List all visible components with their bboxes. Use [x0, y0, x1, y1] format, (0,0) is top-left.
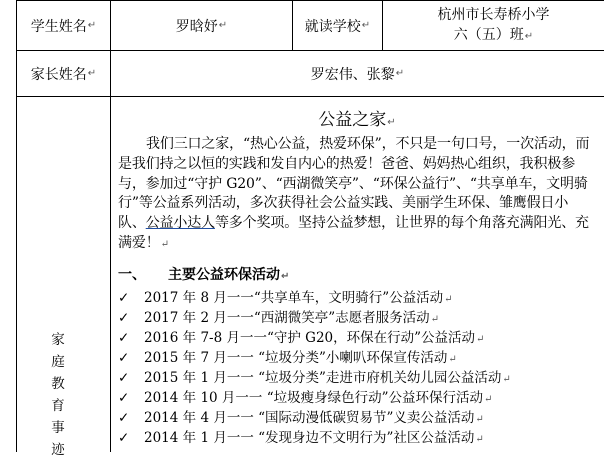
side-label-char: 教: [51, 376, 65, 392]
parent-name-value: 罗宏伟、张黎: [310, 66, 395, 83]
side-label-char: 家: [51, 332, 65, 348]
activity-text: 2015 年 1 月一一 “垃圾分类”走进市府机关幼儿园公益活动: [144, 370, 502, 386]
school-label-cell: [293, 1, 382, 50]
paragraph-mark-icon: ↵: [361, 20, 371, 31]
paragraph-mark-icon: ↵: [87, 68, 97, 79]
check-icon: ✓: [118, 370, 130, 386]
paragraph-mark-icon: ↵: [476, 334, 485, 345]
check-icon: ✓: [118, 350, 130, 366]
paragraph-mark-icon: ↵: [281, 271, 290, 282]
intro-text-a: 我们三口之家，“热心公益，热爱环保”，不只是一句口号，一次活动，而是我们持之以恒的实践和发自内心的热爱！爸爸、妈妈热心组织，我积极参与，参加过“守护 G20”、“西湖微笑亭”、“环保公益行”、“共享单车，文明骑行”等公益系列活动，多次获得社会公益实践、美丽学生环保、雏鹰假日小队、: [118, 136, 590, 232]
paragraph-mark-icon: ↵: [484, 394, 493, 405]
paragraph-mark-icon: ↵: [87, 20, 97, 31]
side-label-char: 迹: [51, 442, 65, 458]
check-icon: ✓: [118, 410, 130, 426]
student-name-value: 罗晗妤: [175, 18, 218, 35]
side-label-char: 庭: [51, 354, 65, 370]
paragraph-mark-icon: ↵: [387, 117, 396, 128]
parent-name-label: 家长姓名: [30, 66, 87, 83]
intro-underlined-award: 公益小达人: [145, 215, 215, 232]
activity-item: [118, 406, 484, 426]
check-icon: ✓: [118, 390, 130, 406]
student-name-label-cell: [17, 1, 110, 50]
check-icon: ✓: [118, 330, 130, 346]
paragraph-mark-icon: ↵: [160, 238, 169, 250]
activity-item: [118, 386, 492, 406]
activity-item: [118, 306, 439, 326]
activities-heading: [118, 264, 289, 284]
paragraph-mark-icon: ↵: [448, 354, 457, 365]
paragraph-mark-icon: ↵: [395, 68, 405, 79]
paragraph-mark-icon: ↵: [444, 294, 453, 305]
activity-item: [118, 366, 511, 386]
activity-text: 2015 年 7 月一一 “垃圾分类”小喇叭环保宣传活动: [144, 350, 448, 366]
side-label-char: 事: [51, 420, 65, 436]
check-icon: ✓: [118, 290, 130, 306]
check-icon: ✓: [118, 430, 130, 446]
paragraph-mark-icon: ↵: [475, 434, 484, 445]
activity-text: 2014 年 1 月一一 “发现身边不文明行为”社区公益活动: [144, 430, 475, 446]
parent-name-label-cell: [17, 51, 110, 96]
paragraph-mark-icon: ↵: [218, 20, 228, 31]
heading-number: 一、: [118, 267, 146, 283]
check-icon: ✓: [118, 310, 130, 326]
activity-text: 2014 年 10 月一一 “垃圾瘦身绿色行动”公益环保行活动: [144, 390, 484, 406]
activity-text: 2017 年 8 月一一“共享单车，文明骑行”公益活动: [144, 290, 444, 306]
parent-name-cell: [111, 51, 604, 96]
side-label-char: 育: [51, 398, 65, 414]
activity-text: 2017 年 2 月一一“西湖微笑亭”志愿者服务活动: [144, 310, 430, 326]
intro-paragraph: [118, 135, 592, 255]
paragraph-mark-icon: ↵: [524, 30, 534, 42]
table-row-divider-2: [16, 96, 604, 97]
student-name-label: 学生姓名: [30, 18, 87, 35]
section-title: [110, 105, 604, 130]
activity-item: [118, 326, 484, 346]
intro-text-b: 等多个奖项。坚持公益梦想，让世界的每个角落充满阳光、充满爱！: [118, 215, 589, 251]
school-label: 就读学校: [304, 18, 361, 35]
activity-text: 2016 年 7-8 月一一“守护 G20，环保在行动”公益活动: [144, 330, 476, 346]
paragraph-mark-icon: ↵: [475, 414, 484, 425]
paragraph-mark-icon: ↵: [502, 374, 511, 385]
paragraph-mark-icon: ↵: [430, 314, 440, 325]
student-name-cell: [111, 1, 292, 50]
school-value-line2: 六（五）班: [453, 26, 524, 43]
school-value-line1: 杭州市长寿桥小学: [437, 6, 550, 23]
heading-text: 主要公益环保活动: [168, 267, 280, 283]
activity-item: [118, 286, 453, 306]
activity-item: [118, 346, 457, 366]
section-title-text: 公益之家: [318, 110, 387, 130]
activity-text: 2014 年 4 月一一 “国际动漫低碳贸易节”义卖公益活动: [144, 410, 475, 426]
activity-item: [118, 426, 484, 446]
school-value-cell: [383, 1, 604, 50]
